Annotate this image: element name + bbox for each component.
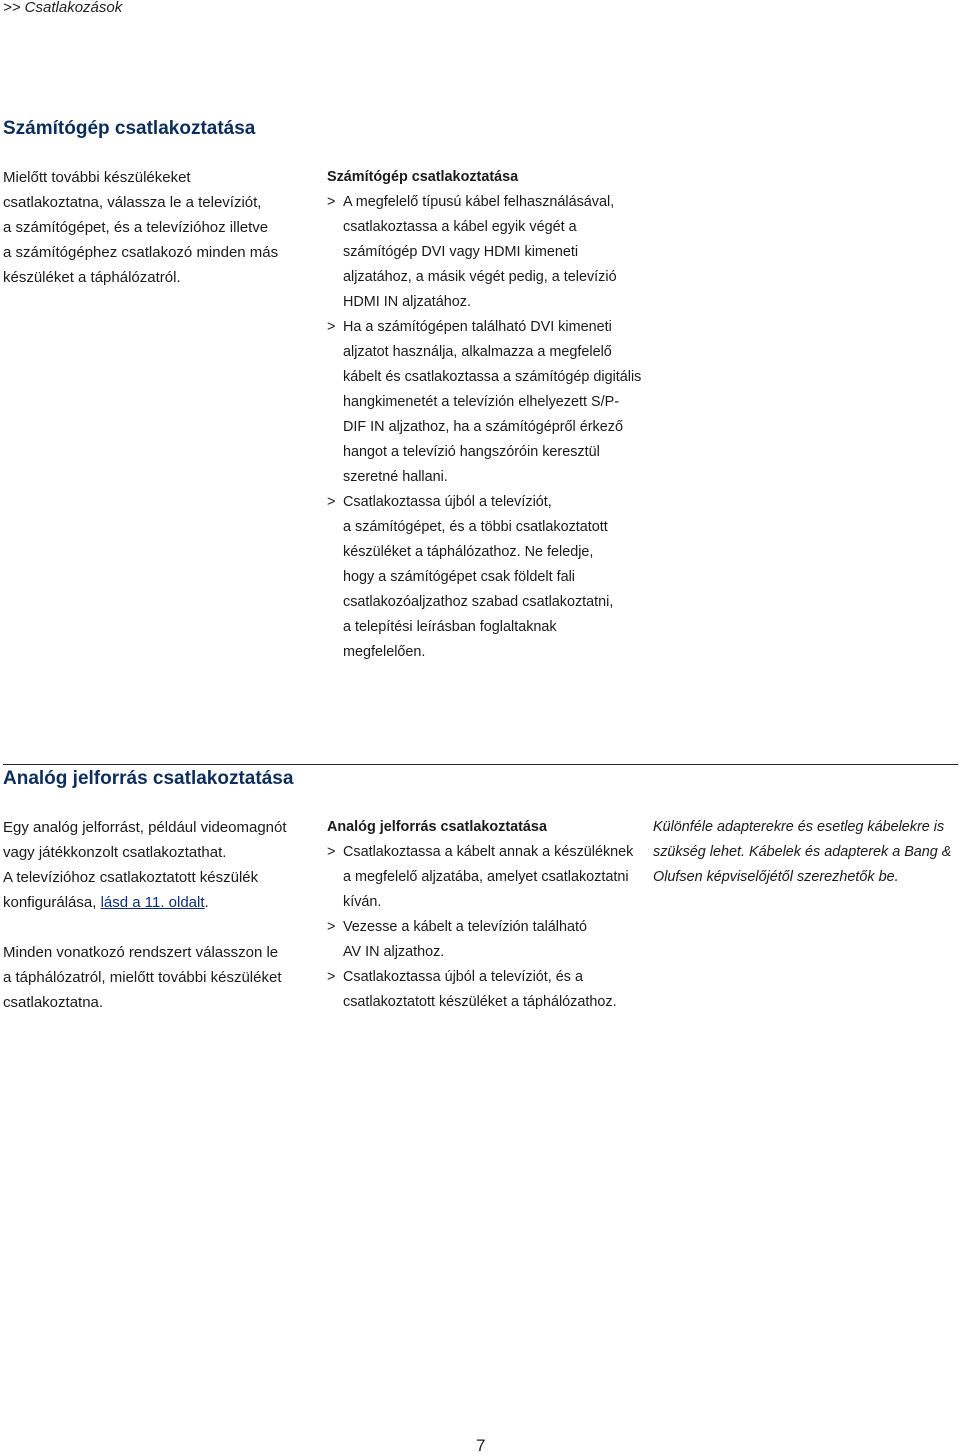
step-item xyxy=(327,915,647,965)
step-item xyxy=(327,965,647,1015)
intro-line: Minden vonatkozó rendszert válasszon le xyxy=(3,944,279,961)
intro-line: a táphálózatról, mielőtt további készüléket xyxy=(3,969,282,986)
step-item xyxy=(327,190,647,315)
step-line: számítógép DVI vagy HDMI kimeneti xyxy=(343,244,579,260)
step-line: készüléket a táphálózathoz. Ne feledje, xyxy=(343,544,594,560)
intro-line: A televízióhoz csatlakoztatott készülék xyxy=(3,869,259,886)
step-line: csatlakoztatott készüléket a táphálózathoz. xyxy=(343,994,617,1010)
bullet-marker: > xyxy=(327,844,336,860)
page-reference-link[interactable]: lásd a 11. oldalt xyxy=(100,894,205,911)
steps-heading: Analóg jelforrás csatlakoztatása xyxy=(327,819,547,835)
intro-line xyxy=(3,890,318,915)
step-line: kíván. xyxy=(343,894,382,910)
intro-line: a számítógéphez csatlakozó minden más xyxy=(3,244,279,261)
step-line: Ha a számítógépen található DVI kimeneti xyxy=(343,319,612,335)
step-item xyxy=(327,840,647,915)
step-line: megfelelően. xyxy=(343,644,426,660)
intro-line: a számítógépet, és a televízióhoz illetve xyxy=(3,219,269,236)
step-line: HDMI IN aljzatához. xyxy=(343,294,471,310)
step-line: DIF IN aljzathoz, ha a számítógépről érkező xyxy=(343,419,623,435)
intro-text: konfigurálása, xyxy=(3,894,101,911)
section-divider xyxy=(3,764,958,765)
bullet-marker: > xyxy=(327,194,336,210)
step-line: aljzatot használja, alkalmazza a megfelelő xyxy=(343,344,612,360)
step-item xyxy=(327,490,647,665)
step-line: hogy a számítógépet csak földelt fali xyxy=(343,569,575,585)
step-line: hangkimenetét a televízión elhelyezett S/P- xyxy=(343,394,619,410)
step-line: kábelt és csatlakoztassa a számítógép digitális xyxy=(343,369,642,385)
step-line: csatlakoztassa a kábel egyik végét a xyxy=(343,219,577,235)
page-number: 7 xyxy=(476,1436,486,1455)
blank-line xyxy=(3,915,318,940)
section-title-analog: Analóg jelforrás csatlakoztatása xyxy=(3,768,294,789)
intro-line: készüléket a táphálózatról. xyxy=(3,269,181,286)
step-item xyxy=(327,315,647,490)
step-line: A megfelelő típusú kábel felhasználásával, xyxy=(343,194,615,210)
step-line: szeretné hallani. xyxy=(343,469,448,485)
bullet-marker: > xyxy=(327,319,336,335)
note-line: szükség lehet. Kábelek és adapterek a Bang & xyxy=(653,844,952,860)
intro-line: vagy játékkonzolt csatlakoztathat. xyxy=(3,844,227,861)
note-line: Különféle adapterekre és esetleg kábelekre is xyxy=(653,819,945,835)
step-line: a telepítési leírásban foglaltaknak xyxy=(343,619,557,635)
step-line: a megfelelő aljzatába, amelyet csatlakoztatni xyxy=(343,869,629,885)
intro-line: csatlakoztatna. xyxy=(3,994,104,1011)
analog-intro xyxy=(3,815,318,1015)
intro-line: Mielőtt további készülékeket xyxy=(3,169,191,186)
intro-line: csatlakoztatna, válassza le a televíziót, xyxy=(3,194,262,211)
step-line: Vezesse a kábelt a televízión található xyxy=(343,919,588,935)
intro-line: Egy analóg jelforrást, például videomagnót xyxy=(3,819,287,836)
step-line: Csatlakoztassa újból a televíziót, xyxy=(343,494,552,510)
step-line: a számítógépet, és a többi csatlakoztatott xyxy=(343,519,608,535)
analog-steps xyxy=(327,815,647,1015)
step-line: Csatlakoztassa a kábelt annak a készüléknek xyxy=(343,844,634,860)
step-line: csatlakozóaljzathoz szabad csatlakoztatni, xyxy=(343,594,614,610)
computer-steps xyxy=(327,165,647,665)
computer-intro xyxy=(3,165,313,290)
bullet-marker: > xyxy=(327,919,336,935)
step-line: AV IN aljzathoz. xyxy=(343,944,445,960)
bullet-marker: > xyxy=(327,969,336,985)
adapter-note xyxy=(653,815,959,890)
step-line: Csatlakoztassa újból a televíziót, és a xyxy=(343,969,583,985)
section-title-computer: Számítógép csatlakoztatása xyxy=(3,118,256,139)
step-line: aljzatához, a másik végét pedig, a televízió xyxy=(343,269,617,285)
breadcrumb: >> Csatlakozások xyxy=(3,0,123,16)
intro-text: . xyxy=(204,894,209,911)
steps-heading: Számítógép csatlakoztatása xyxy=(327,169,519,185)
step-line: hangot a televízió hangszóróin keresztül xyxy=(343,444,600,460)
note-line: Olufsen képviselőjétől szerezhetők be. xyxy=(653,869,899,885)
bullet-marker: > xyxy=(327,494,336,510)
